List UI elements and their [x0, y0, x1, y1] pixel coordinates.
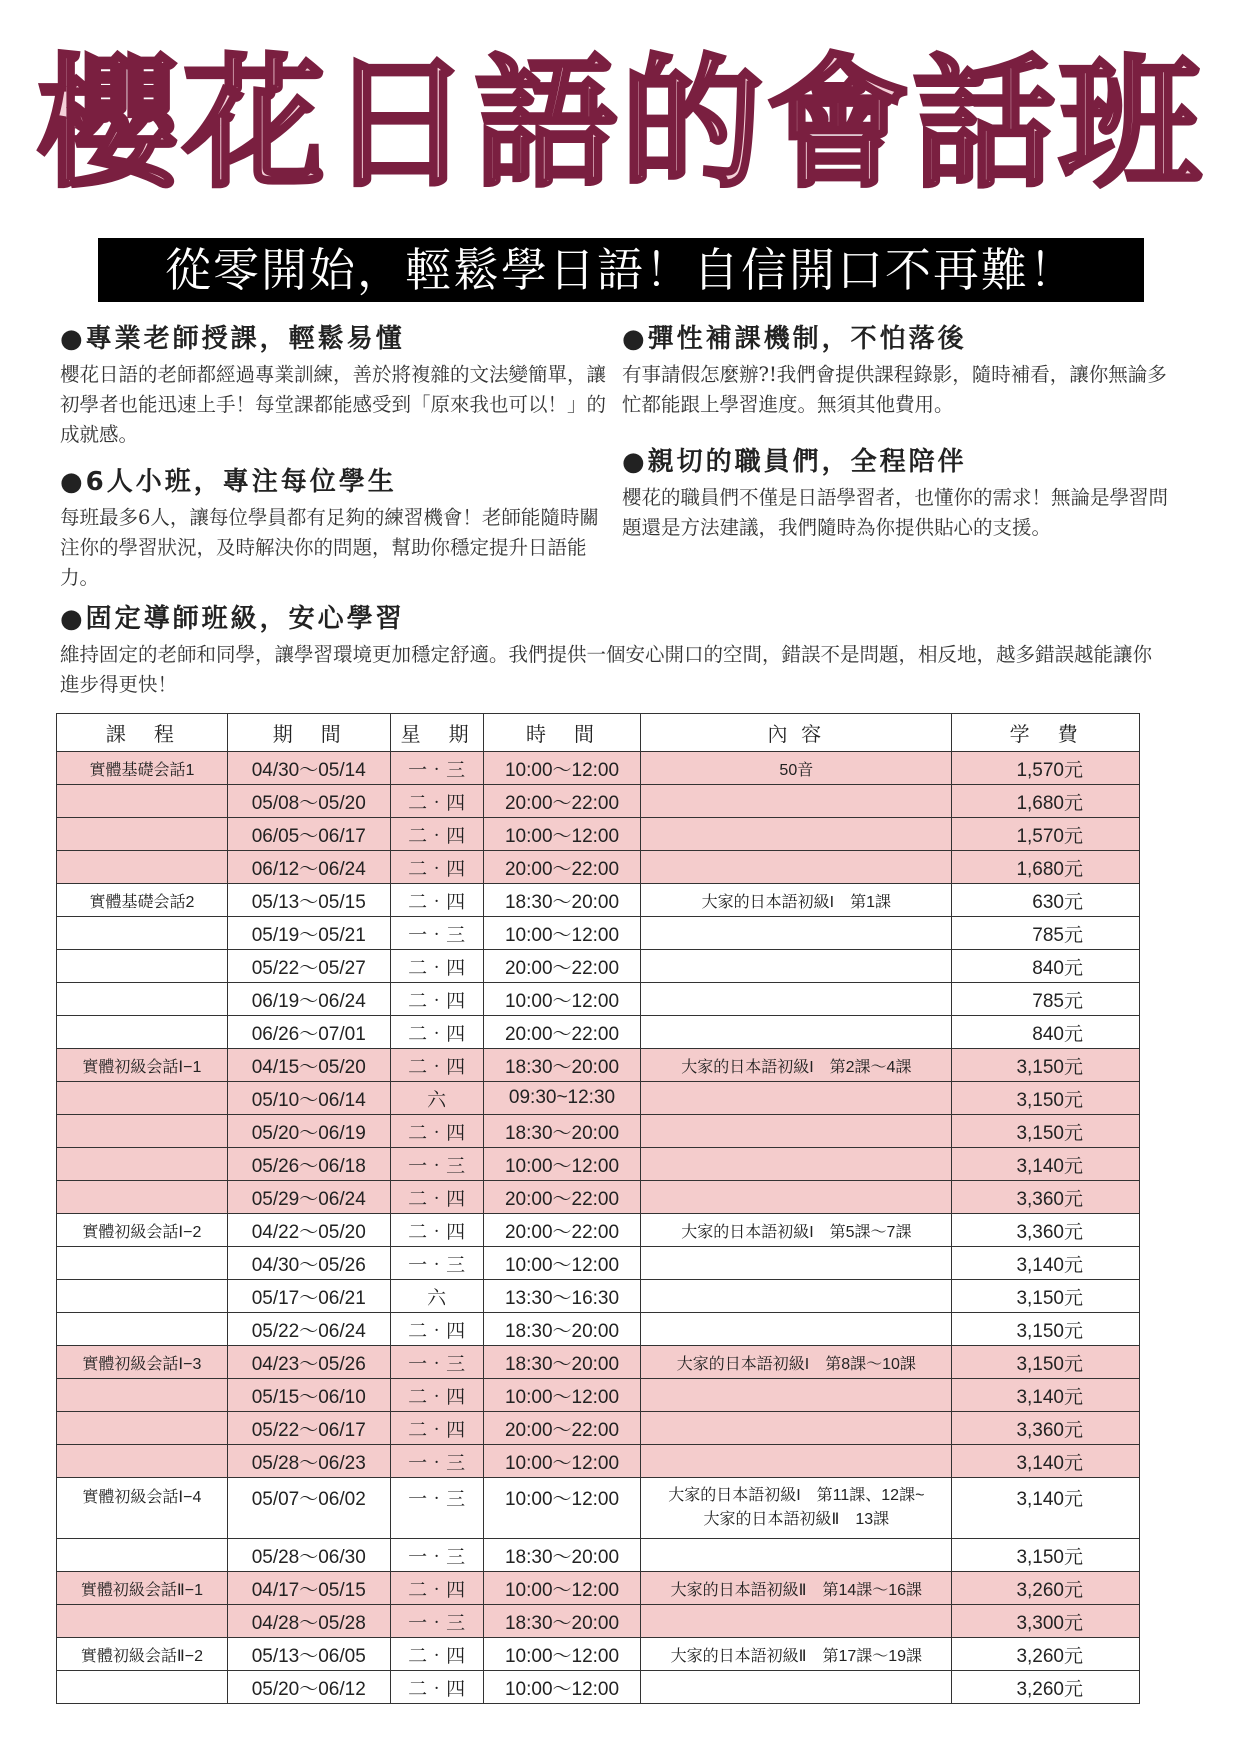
cell-days: 一‧三 [390, 917, 483, 950]
cell-content [641, 1539, 952, 1572]
cell-fee: 3,150元 [952, 1082, 1140, 1115]
cell-content [641, 1412, 952, 1445]
header-fee: 学 費 [952, 714, 1140, 752]
cell-days: 二‧四 [390, 1181, 483, 1214]
section-body: 有事請假怎麼辦?!我們會提供課程錄影，隨時補看，讓你無論多忙都能跟上學習進度。無須其他費用。 [622, 363, 1167, 416]
cell-days: 一‧三 [390, 1605, 483, 1638]
cell-time: 20:00～22:00 [483, 1412, 641, 1445]
cell-days: 二‧四 [390, 785, 483, 818]
cell-content [641, 1478, 952, 1539]
cell-days: 二‧四 [390, 1379, 483, 1412]
cell-content [641, 950, 952, 983]
section-staff [622, 445, 1170, 543]
cell-fee: 1,680元 [952, 851, 1140, 884]
cell-course [57, 1247, 228, 1280]
cell-time: 10:00～12:00 [483, 1247, 641, 1280]
cell-time: 20:00～22:00 [483, 785, 641, 818]
table-row [57, 818, 1140, 851]
cell-fee: 3,260元 [952, 1638, 1140, 1671]
cell-period: 06/26～07/01 [227, 1016, 390, 1049]
section-heading: ●固定導師班級，安心學習 [60, 604, 405, 634]
cell-content [641, 1671, 952, 1704]
content-line: 大家的日本語初級Ⅱ 13課 [703, 1511, 890, 1528]
cell-content [641, 785, 952, 818]
table-row [57, 1445, 1140, 1478]
cell-fee: 3,140元 [952, 1445, 1140, 1478]
table-row [57, 1082, 1140, 1115]
cell-content [641, 1313, 952, 1346]
cell-content [641, 1016, 952, 1049]
section-makeup [622, 322, 1170, 420]
cell-course: 實體基礎会話1 [57, 752, 228, 785]
table-row [57, 1605, 1140, 1638]
cell-content: 大家的日本語初級I 第8課～10課 [641, 1346, 952, 1379]
cell-course: 實體基礎会話2 [57, 884, 228, 917]
cell-time: 20:00～22:00 [483, 1181, 641, 1214]
cell-course [57, 851, 228, 884]
section-heading: ●親切的職員們，全程陪伴 [622, 447, 967, 477]
table-row [57, 1478, 1140, 1539]
cell-course: 實體初級会話Ⅰ−2 [57, 1214, 228, 1247]
cell-period: 05/15～06/10 [227, 1379, 390, 1412]
table-row [57, 752, 1140, 785]
table-header-row [57, 714, 1140, 752]
cell-period: 05/08～05/20 [227, 785, 390, 818]
cell-days: 六 [390, 1082, 483, 1115]
cell-days: 二‧四 [390, 1049, 483, 1082]
cell-days: 二‧四 [390, 884, 483, 917]
cell-days: 二‧四 [390, 1572, 483, 1605]
cell-course [57, 1445, 228, 1478]
cell-fee: 3,150元 [952, 1346, 1140, 1379]
cell-fee: 1,680元 [952, 785, 1140, 818]
cell-fee: 3,150元 [952, 1049, 1140, 1082]
table-row [57, 1412, 1140, 1445]
cell-period: 04/23～05/26 [227, 1346, 390, 1379]
cell-time: 18:30～20:00 [483, 1115, 641, 1148]
table-row [57, 1016, 1140, 1049]
table-row [57, 1115, 1140, 1148]
header-course: 課 程 [57, 714, 228, 752]
header-days: 星 期 [390, 714, 483, 752]
cell-course [57, 818, 228, 851]
cell-period: 06/05～06/17 [227, 818, 390, 851]
cell-fee: 3,140元 [952, 1379, 1140, 1412]
cell-days: 六 [390, 1280, 483, 1313]
table-row [57, 1247, 1140, 1280]
slogan-banner: 從零開始，輕鬆學日語！自信開口不再難！ [98, 238, 1144, 302]
cell-content [641, 1082, 952, 1115]
cell-course [57, 1148, 228, 1181]
cell-fee: 3,300元 [952, 1605, 1140, 1638]
cell-content [641, 1605, 952, 1638]
cell-time: 10:00～12:00 [483, 1445, 641, 1478]
cell-course: 實體初級会話Ⅱ−2 [57, 1638, 228, 1671]
cell-time: 10:00～12:00 [483, 752, 641, 785]
cell-fee: 1,570元 [952, 818, 1140, 851]
section-body: 維持固定的老師和同學，讓學習環境更加穩定舒適。我們提供一個安心開口的空間，錯誤不是問題，相反地，越多錯誤越能讓你進步得更快！ [60, 643, 1153, 696]
cell-course [57, 1181, 228, 1214]
cell-course [57, 785, 228, 818]
cell-period: 05/17～06/21 [227, 1280, 390, 1313]
cell-period: 06/12～06/24 [227, 851, 390, 884]
cell-course [57, 1313, 228, 1346]
cell-fee: 3,150元 [952, 1115, 1140, 1148]
cell-time: 10:00～12:00 [483, 1572, 641, 1605]
cell-period: 05/20～06/12 [227, 1671, 390, 1704]
cell-days: 二‧四 [390, 1313, 483, 1346]
cell-content: 大家的日本語初級I 第5課～7課 [641, 1214, 952, 1247]
cell-period: 05/07～06/02 [227, 1478, 390, 1539]
cell-time: 10:00～12:00 [483, 1638, 641, 1671]
cell-time: 10:00～12:00 [483, 983, 641, 1016]
cell-fee: 3,260元 [952, 1572, 1140, 1605]
cell-content [641, 1445, 952, 1478]
table-row [57, 851, 1140, 884]
cell-period: 05/29～06/24 [227, 1181, 390, 1214]
table-row [57, 1214, 1140, 1247]
cell-content [641, 1379, 952, 1412]
cell-course [57, 1115, 228, 1148]
table-row [57, 884, 1140, 917]
section-heading: ●6人小班，專注每位學生 [60, 467, 397, 497]
cell-content [641, 851, 952, 884]
cell-days: 二‧四 [390, 950, 483, 983]
cell-content [641, 1280, 952, 1313]
section-small-class [60, 465, 616, 593]
cell-course [57, 1539, 228, 1572]
cell-fee: 3,140元 [952, 1478, 1140, 1539]
cell-time: 18:30～20:00 [483, 1605, 641, 1638]
cell-period: 05/13～05/15 [227, 884, 390, 917]
section-body: 櫻花的職員們不僅是日語學習者，也懂你的需求！無論是學習問題還是方法建議，我們隨時為你提供貼心的支援。 [622, 486, 1169, 539]
cell-period: 05/26～06/18 [227, 1148, 390, 1181]
section-heading: ●專業老師授課，輕鬆易懂 [60, 324, 405, 354]
header-content: 內 容 [641, 714, 952, 752]
cell-fee: 3,260元 [952, 1671, 1140, 1704]
cell-days: 二‧四 [390, 1412, 483, 1445]
table-row [57, 1346, 1140, 1379]
cell-course [57, 1605, 228, 1638]
cell-fee: 840元 [952, 1016, 1140, 1049]
cell-period: 05/28～06/23 [227, 1445, 390, 1478]
table-row [57, 1049, 1140, 1082]
cell-time: 18:30～20:00 [483, 884, 641, 917]
cell-time: 09:30~12:30 [483, 1082, 641, 1115]
cell-days: 二‧四 [390, 818, 483, 851]
cell-period: 05/28～06/30 [227, 1539, 390, 1572]
cell-period: 05/22～06/24 [227, 1313, 390, 1346]
cell-time: 10:00～12:00 [483, 1478, 641, 1539]
table-row [57, 1638, 1140, 1671]
table-row [57, 1572, 1140, 1605]
cell-course: 實體初級会話Ⅱ−1 [57, 1572, 228, 1605]
cell-time: 18:30～20:00 [483, 1346, 641, 1379]
cell-days: 一‧三 [390, 1247, 483, 1280]
table-row [57, 1539, 1140, 1572]
cell-course [57, 917, 228, 950]
cell-period: 06/19～06/24 [227, 983, 390, 1016]
cell-fee: 840元 [952, 950, 1140, 983]
cell-period: 05/20～06/19 [227, 1115, 390, 1148]
table-row [57, 917, 1140, 950]
cell-time: 20:00～22:00 [483, 1214, 641, 1247]
content-line: 大家的日本語初級I 第11課、12課~ [668, 1487, 925, 1504]
schedule-table [56, 713, 1140, 1704]
cell-days: 二‧四 [390, 1638, 483, 1671]
cell-course [57, 1016, 228, 1049]
cell-content: 大家的日本語初級Ⅱ 第14課～16課 [641, 1572, 952, 1605]
cell-days: 一‧三 [390, 1346, 483, 1379]
cell-time: 20:00～22:00 [483, 950, 641, 983]
cell-days: 一‧三 [390, 1445, 483, 1478]
cell-time: 18:30～20:00 [483, 1313, 641, 1346]
cell-days: 一‧三 [390, 752, 483, 785]
cell-course: 實體初級会話Ⅰ−1 [57, 1049, 228, 1082]
table-row [57, 1379, 1140, 1412]
cell-fee: 3,150元 [952, 1313, 1140, 1346]
cell-course [57, 1379, 228, 1412]
cell-period: 04/30～05/14 [227, 752, 390, 785]
cell-fee: 785元 [952, 917, 1140, 950]
cell-fee: 3,360元 [952, 1181, 1140, 1214]
cell-fee: 785元 [952, 983, 1140, 1016]
cell-content [641, 1148, 952, 1181]
cell-content [641, 1181, 952, 1214]
cell-fee: 3,140元 [952, 1247, 1140, 1280]
section-body: 櫻花日語的老師都經過專業訓練，善於將複雜的文法變簡單，讓初學者也能迅速上手！每堂課都能感受到「原來我也可以！」的成就感。 [60, 363, 607, 446]
table-row [57, 1671, 1140, 1704]
table-row [57, 1181, 1140, 1214]
cell-period: 04/30～05/26 [227, 1247, 390, 1280]
cell-fee: 3,360元 [952, 1412, 1140, 1445]
cell-time: 10:00～12:00 [483, 917, 641, 950]
section-body: 每班最多6人，讓每位學員都有足夠的練習機會！老師能隨時關注你的學習狀況，及時解決你的問題，幫助你穩定提升日語能力。 [60, 506, 599, 589]
cell-course [57, 1280, 228, 1313]
cell-content: 大家的日本語初級I 第1課 [641, 884, 952, 917]
cell-course: 實體初級会話Ⅰ−3 [57, 1346, 228, 1379]
cell-days: 一‧三 [390, 1148, 483, 1181]
cell-content: 大家的日本語初級I 第2課～4課 [641, 1049, 952, 1082]
cell-content: 50音 [641, 752, 952, 785]
cell-content [641, 917, 952, 950]
cell-course: 實體初級会話Ⅰ−4 [57, 1478, 228, 1539]
cell-period: 04/28～05/28 [227, 1605, 390, 1638]
cell-course [57, 1082, 228, 1115]
page-title: 櫻花日語的會話班 [37, 42, 1205, 207]
cell-period: 04/22～05/20 [227, 1214, 390, 1247]
cell-content [641, 818, 952, 851]
cell-period: 04/17～05/15 [227, 1572, 390, 1605]
cell-course [57, 1671, 228, 1704]
cell-days: 二‧四 [390, 851, 483, 884]
table-row [57, 983, 1140, 1016]
cell-days: 一‧三 [390, 1539, 483, 1572]
cell-fee: 3,140元 [952, 1148, 1140, 1181]
cell-fee: 1,570元 [952, 752, 1140, 785]
cell-content: 大家的日本語初級Ⅱ 第17課～19課 [641, 1638, 952, 1671]
cell-time: 10:00～12:00 [483, 1379, 641, 1412]
cell-period: 05/19～05/21 [227, 917, 390, 950]
table-row [57, 785, 1140, 818]
section-heading: ●彈性補課機制，不怕落後 [622, 324, 967, 354]
cell-days: 二‧四 [390, 1671, 483, 1704]
cell-time: 10:00～12:00 [483, 818, 641, 851]
cell-days: 二‧四 [390, 1214, 483, 1247]
section-teachers [60, 322, 616, 450]
cell-days: 二‧四 [390, 1115, 483, 1148]
table-row [57, 1280, 1140, 1313]
cell-days: 一‧三 [390, 1478, 483, 1539]
cell-content [641, 983, 952, 1016]
cell-fee: 3,360元 [952, 1214, 1140, 1247]
cell-time: 18:30～20:00 [483, 1049, 641, 1082]
header-period: 期 間 [227, 714, 390, 752]
cell-fee: 3,150元 [952, 1539, 1140, 1572]
cell-course [57, 1412, 228, 1445]
table-row [57, 950, 1140, 983]
cell-time: 20:00～22:00 [483, 1016, 641, 1049]
cell-time: 10:00～12:00 [483, 1148, 641, 1181]
table-row [57, 1148, 1140, 1181]
cell-course [57, 950, 228, 983]
cell-content [641, 1247, 952, 1280]
cell-time: 10:00～12:00 [483, 1671, 641, 1704]
cell-content [641, 1115, 952, 1148]
cell-period: 05/22～05/27 [227, 950, 390, 983]
header-time: 時 間 [483, 714, 641, 752]
cell-days: 二‧四 [390, 1016, 483, 1049]
cell-time: 20:00～22:00 [483, 851, 641, 884]
cell-period: 05/13～06/05 [227, 1638, 390, 1671]
cell-fee: 3,150元 [952, 1280, 1140, 1313]
cell-course [57, 983, 228, 1016]
table-row [57, 1313, 1140, 1346]
cell-period: 04/15～05/20 [227, 1049, 390, 1082]
cell-period: 05/10～06/14 [227, 1082, 390, 1115]
section-fixed-tutor [60, 602, 1170, 700]
cell-time: 13:30～16:30 [483, 1280, 641, 1313]
cell-period: 05/22～06/17 [227, 1412, 390, 1445]
cell-days: 二‧四 [390, 983, 483, 1016]
cell-fee: 630元 [952, 884, 1140, 917]
cell-time: 18:30～20:00 [483, 1539, 641, 1572]
